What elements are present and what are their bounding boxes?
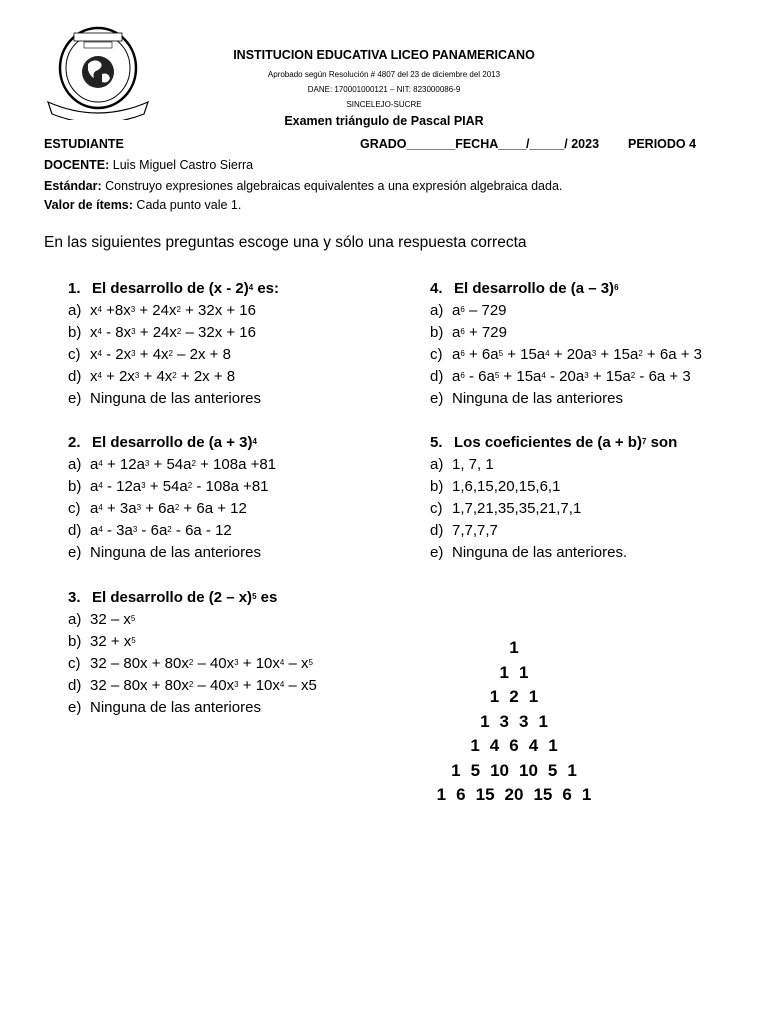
triangle-number: 1 bbox=[548, 736, 558, 756]
triangle-row bbox=[410, 759, 618, 784]
answer-option bbox=[68, 366, 279, 388]
question-title bbox=[68, 587, 317, 609]
triangle-number: 1 bbox=[509, 638, 519, 658]
option-text: 1, 7, 1 bbox=[452, 456, 494, 473]
teacher-label: DOCENTE: bbox=[44, 158, 110, 172]
answer-option bbox=[430, 542, 677, 564]
triangle-number: 6 bbox=[562, 785, 572, 805]
triangle-row bbox=[410, 636, 618, 661]
answer-option bbox=[430, 300, 702, 322]
answer-option bbox=[68, 300, 279, 322]
option-text: $32 - 80x + 80x^2 - 40x^3 + 10x^4 - x^5$ bbox=[90, 655, 313, 672]
question-1 bbox=[68, 278, 279, 410]
answer-option bbox=[68, 609, 317, 631]
grade-date-line: GRADO_______FECHA____/_____/ 2023 bbox=[360, 137, 600, 151]
standard-line bbox=[44, 179, 562, 193]
option-text: $a^4 - 12a^3 + 54a^2 - 108a +81$ bbox=[90, 478, 269, 495]
triangle-number: 1 bbox=[499, 662, 509, 682]
standard-text: Construyo expresiones algebraicas equivalentes a una expresión algebraica dada. bbox=[105, 179, 563, 193]
option-text: $32 - x^5$ bbox=[90, 611, 136, 628]
question-number: 4. bbox=[430, 280, 443, 297]
answer-option bbox=[430, 498, 677, 520]
question-title bbox=[68, 278, 279, 300]
answer-option bbox=[430, 454, 677, 476]
question-title bbox=[430, 278, 702, 300]
teacher-name: Luis Miguel Castro Sierra bbox=[112, 158, 254, 172]
triangle-number: 3 bbox=[519, 711, 529, 731]
option-letter: d) bbox=[68, 677, 82, 694]
question-3 bbox=[68, 587, 317, 719]
triangle-number: 1 bbox=[436, 785, 447, 805]
question-number: 2. bbox=[68, 434, 81, 451]
answer-option bbox=[68, 344, 279, 366]
option-letter: c) bbox=[68, 655, 81, 672]
triangle-number: 2 bbox=[509, 687, 519, 707]
option-letter: b) bbox=[430, 478, 444, 495]
option-letter: b) bbox=[68, 324, 82, 341]
period-label: PERIODO 4 bbox=[628, 137, 697, 151]
answer-option bbox=[68, 322, 279, 344]
triangle-row bbox=[410, 734, 618, 759]
option-text: Ninguna de las anteriores bbox=[90, 544, 261, 561]
option-text: $x^4 + 2x^3 + 4x^2 + 2x + 8$ bbox=[90, 368, 236, 385]
triangle-number: 10 bbox=[490, 760, 509, 780]
answer-option bbox=[68, 542, 276, 564]
triangle-row bbox=[410, 661, 618, 686]
option-text: $a^6 - 6a^5 + 15a^4 - 20a^3 + 15a^2 - 6a + 3$ bbox=[452, 368, 691, 385]
question-number: 3. bbox=[68, 589, 81, 606]
student-label: ESTUDIANTE bbox=[44, 137, 124, 151]
answer-option bbox=[68, 388, 279, 410]
triangle-number: 5 bbox=[547, 760, 558, 780]
value-text: Cada punto vale 1. bbox=[136, 198, 242, 212]
answer-option bbox=[68, 675, 317, 697]
option-letter: b) bbox=[68, 633, 82, 650]
option-letter: c) bbox=[430, 500, 443, 517]
option-text: $a^6 + 729$ bbox=[452, 324, 507, 341]
question-5 bbox=[430, 432, 677, 564]
question-text: El desarrollo de (x - 2)$^4$ es: bbox=[92, 280, 280, 297]
option-text: $a^4 - 3a^3 - 6a^2 - 6a - 12$ bbox=[90, 522, 232, 539]
option-letter: a) bbox=[68, 611, 82, 628]
answer-option bbox=[430, 322, 702, 344]
exam-title: Examen triángulo de Pascal PIAR bbox=[284, 114, 484, 128]
question-text: Los coeficientes de $(a + b)^7$ son bbox=[454, 434, 678, 451]
answer-option bbox=[68, 476, 276, 498]
option-text: 1,6,15,20,15,6,1 bbox=[452, 478, 561, 495]
triangle-number: 1 bbox=[451, 760, 461, 780]
option-text: $a^6 - 729$ bbox=[452, 302, 507, 319]
triangle-number: 3 bbox=[499, 711, 509, 731]
answer-option bbox=[68, 454, 276, 476]
teacher-line bbox=[44, 158, 253, 172]
answer-option bbox=[430, 388, 702, 410]
triangle-number: 15 bbox=[533, 785, 553, 805]
option-text: $32 + x^5$ bbox=[90, 633, 136, 650]
answer-option bbox=[430, 476, 677, 498]
triangle-number: 5 bbox=[470, 760, 481, 780]
option-letter: a) bbox=[68, 456, 82, 473]
institution-name: INSTITUCION EDUCATIVA LICEO PANAMERICANO bbox=[233, 48, 535, 62]
option-letter: e) bbox=[68, 390, 82, 407]
triangle-row bbox=[410, 685, 618, 710]
instructions: En las siguientes preguntas escoge una y sólo una respuesta correcta bbox=[44, 234, 527, 251]
triangle-number: 20 bbox=[504, 785, 524, 805]
option-text: Ninguna de las anteriores bbox=[452, 390, 623, 407]
triangle-number: 1 bbox=[581, 785, 592, 805]
option-text: 7,7,7,7 bbox=[452, 522, 498, 539]
standard-label: Estándar: bbox=[44, 179, 102, 193]
option-text: $x^4 - 8x^3 + 24x^2 - 32x + 16$ bbox=[90, 324, 256, 341]
triangle-row bbox=[410, 710, 618, 735]
option-letter: c) bbox=[68, 346, 81, 363]
triangle-number: 1 bbox=[567, 760, 577, 780]
option-letter: a) bbox=[430, 302, 444, 319]
triangle-number: 15 bbox=[475, 785, 495, 805]
approval-line: Aprobado según Resolución # 4807 del 23 de diciembre del 2013 bbox=[267, 70, 501, 79]
option-text: $32 - 80x + 80x^2 - 40x^3 + 10x^4 - x5$ bbox=[90, 677, 317, 694]
triangle-row bbox=[410, 783, 618, 808]
question-text: El desarrollo de $(a + 3)^4$ bbox=[92, 434, 257, 451]
triangle-number: 1 bbox=[470, 736, 480, 756]
question-number: 1. bbox=[68, 280, 81, 297]
triangle-number: 1 bbox=[489, 687, 500, 707]
triangle-number: 6 bbox=[456, 785, 466, 805]
question-title bbox=[430, 432, 677, 454]
question-2 bbox=[68, 432, 276, 564]
triangle-number: 1 bbox=[528, 687, 539, 707]
option-text: Ninguna de las anteriores bbox=[90, 699, 261, 716]
question-text: El desarrollo de (2 – x)$^5$ es bbox=[92, 589, 278, 606]
option-text: $x^4 - 2x^3 + 4x^2 - 2x + 8$ bbox=[90, 346, 231, 363]
option-letter: c) bbox=[68, 500, 81, 517]
answer-option bbox=[68, 653, 317, 675]
option-letter: c) bbox=[430, 346, 443, 363]
option-letter: a) bbox=[68, 302, 82, 319]
triangle-number: 1 bbox=[538, 711, 548, 731]
city-line: SINCELEJO-SUCRE bbox=[346, 100, 422, 109]
pascal-triangle bbox=[410, 636, 618, 808]
value-line bbox=[44, 198, 241, 212]
triangle-number: 1 bbox=[519, 662, 529, 682]
option-letter: b) bbox=[430, 324, 444, 341]
option-letter: d) bbox=[68, 522, 82, 539]
question-number: 5. bbox=[430, 434, 443, 451]
option-letter: e) bbox=[430, 544, 444, 561]
option-text: Ninguna de las anteriores. bbox=[452, 544, 628, 561]
answer-option bbox=[430, 344, 702, 366]
option-text: $a^4 + 3a^3 + 6a^2 + 6a + 12$ bbox=[90, 500, 247, 517]
triangle-number: 4 bbox=[528, 736, 539, 756]
answer-option bbox=[68, 697, 317, 719]
option-text: $x^4 +8x^3 + 24x^2 + 32x + 16$ bbox=[90, 302, 256, 319]
option-text: $a^6 + 6a^5 + 15a^4 + 20a^3 + 15a^2 + 6a + 3$ bbox=[452, 346, 702, 363]
question-text: El desarrollo de (a – 3)$^6$ bbox=[454, 280, 619, 297]
option-letter: b) bbox=[68, 478, 82, 495]
question-4 bbox=[430, 278, 702, 410]
dane-line: DANE: 170001000121 – NIT: 823000086-9 bbox=[307, 85, 461, 94]
option-letter: e) bbox=[68, 699, 82, 716]
triangle-number: 6 bbox=[509, 736, 519, 756]
option-text: Ninguna de las anteriores bbox=[90, 390, 261, 407]
answer-option bbox=[68, 631, 317, 653]
option-letter: e) bbox=[68, 544, 82, 561]
option-letter: d) bbox=[430, 368, 444, 385]
triangle-number: 1 bbox=[480, 711, 490, 731]
option-letter: a) bbox=[430, 456, 444, 473]
option-text: 1,7,21,35,35,21,7,1 bbox=[452, 500, 582, 517]
option-text: $a^4 + 12a^3 + 54a^2 + 108a +81$ bbox=[90, 456, 277, 473]
answer-option bbox=[68, 498, 276, 520]
question-title bbox=[68, 432, 276, 454]
value-label: Valor de ítems: bbox=[44, 198, 133, 212]
answer-option bbox=[68, 520, 276, 542]
option-letter: e) bbox=[430, 390, 444, 407]
triangle-number: 10 bbox=[519, 760, 538, 780]
triangle-number: 4 bbox=[489, 736, 500, 756]
option-letter: d) bbox=[68, 368, 82, 385]
answer-option bbox=[430, 366, 702, 388]
answer-option bbox=[430, 520, 677, 542]
option-letter: d) bbox=[430, 522, 444, 539]
